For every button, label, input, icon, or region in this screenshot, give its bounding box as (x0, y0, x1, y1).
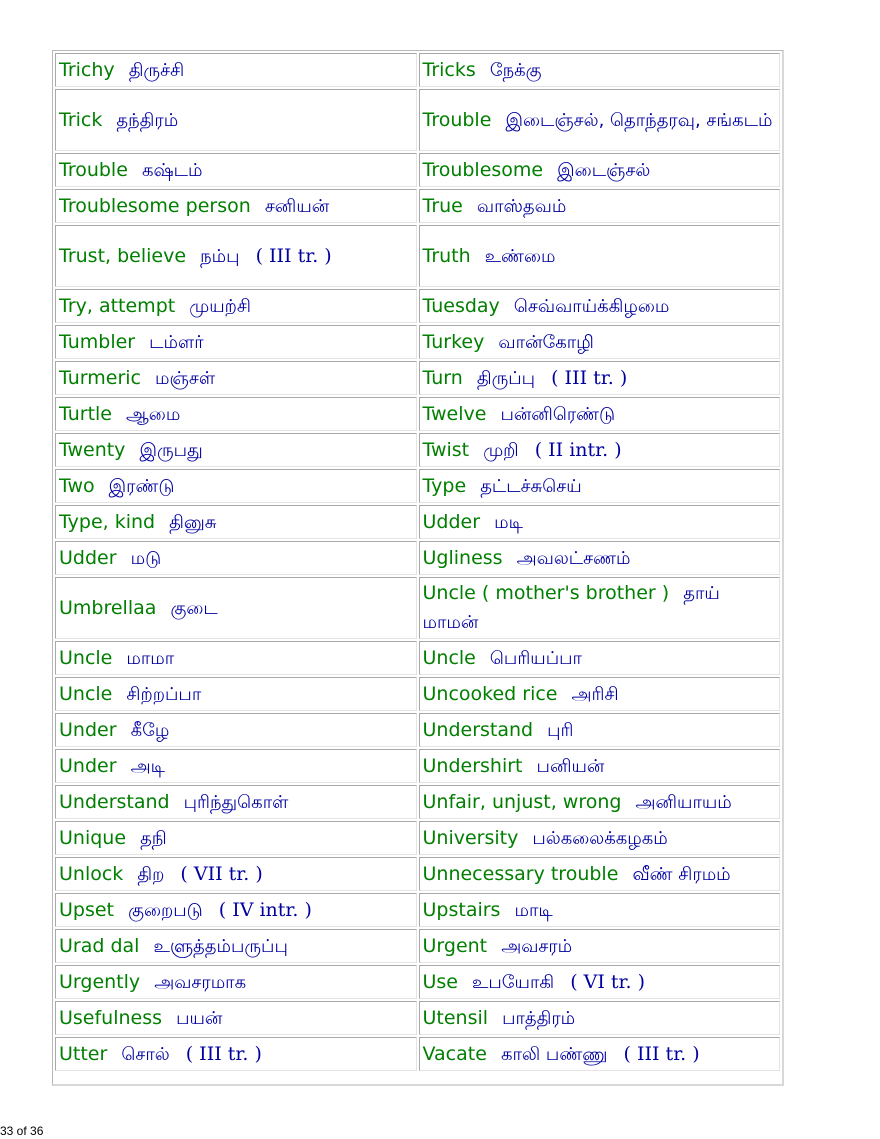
table-cell (55, 641, 417, 675)
table-cell (55, 505, 417, 539)
table-row (55, 893, 780, 927)
tamil-translation: புரி (547, 719, 574, 741)
tamil-translation: அடி (130, 755, 165, 777)
entry-text (59, 242, 410, 271)
entry-text (423, 680, 774, 709)
english-word: Trick (59, 108, 103, 131)
english-word: Unlock (59, 862, 124, 885)
entry-text (59, 508, 410, 537)
table-cell (55, 821, 417, 855)
english-word: Uncle ( mother's brother ) (422, 582, 670, 604)
english-word: Twist (422, 438, 470, 461)
entry-text (423, 292, 774, 321)
table-row (55, 53, 780, 87)
table-row (55, 189, 780, 223)
entry-text (423, 328, 774, 357)
entry-text (59, 680, 410, 709)
tamil-translation: அவலட்சணம் (516, 547, 631, 569)
entry-text (59, 56, 410, 85)
entry-text (423, 106, 774, 135)
english-word: Type (422, 474, 467, 497)
english-word: Uncle (59, 646, 113, 669)
tamil-translation: தநி (140, 827, 167, 849)
english-word: Truth (422, 244, 471, 267)
entry-text (423, 860, 774, 889)
tamil-translation: சனியன் (264, 195, 330, 217)
tamil-translation: பனியன் (536, 755, 605, 777)
tamil-translation: மடி (494, 511, 523, 533)
table-row (55, 749, 780, 783)
entry-text (59, 156, 410, 185)
tamil-translation: தட்டச்சுசெய் (480, 475, 582, 497)
tamil-translation: புரிந்துகொள் (183, 791, 289, 813)
entry-text (423, 242, 774, 271)
table-cell (419, 469, 781, 503)
tamil-translation: திருப்பு (476, 367, 536, 389)
tamil-translation: மாடி (514, 899, 553, 921)
table-cell (419, 153, 781, 187)
table-cell (55, 713, 417, 747)
tamil-translation: காலி பண்ணு (500, 1043, 608, 1065)
table-row (55, 857, 780, 891)
tamil-translation: இருபது (139, 439, 203, 461)
tamil-translation: தந்திரம் (116, 109, 179, 131)
table-cell (55, 469, 417, 503)
table-cell (55, 189, 417, 223)
entry-text (423, 1040, 774, 1069)
entry-text (423, 364, 774, 393)
tamil-translation: நம்பு (200, 245, 240, 267)
tamil-translation: குடை (170, 597, 218, 619)
tamil-translation: ஆமை (126, 403, 181, 425)
tamil-translation: பல்கலைக்கழகம் (532, 827, 668, 849)
table-row (55, 677, 780, 711)
english-word: Troublesome (422, 158, 544, 181)
table-cell (55, 577, 417, 639)
table-cell (419, 857, 781, 891)
table-row (55, 929, 780, 963)
entry-text (59, 106, 410, 135)
table-cell (419, 893, 781, 927)
verb-class-note: ( IV intr. ) (218, 898, 312, 921)
table-cell (419, 1001, 781, 1035)
entry-text (423, 436, 774, 465)
table-cell (419, 821, 781, 855)
english-word: Usefulness (59, 1006, 163, 1029)
entry-text (423, 968, 774, 997)
entry-text (59, 896, 410, 925)
english-word: Uncle (59, 682, 113, 705)
english-word: Unnecessary trouble (422, 862, 619, 885)
entry-text (423, 579, 774, 637)
english-word: Understand (422, 718, 534, 741)
entry-text (59, 716, 410, 745)
table-cell (419, 749, 781, 783)
tamil-translation: அவசரம் (501, 935, 573, 957)
english-word: Urad dal (59, 934, 140, 957)
table-cell (55, 1037, 417, 1071)
table-cell (55, 965, 417, 999)
table-cell (55, 677, 417, 711)
table-row (55, 433, 780, 467)
english-word: Utensil (422, 1006, 489, 1029)
tamil-translation: பெரியப்பா (489, 647, 582, 669)
tamil-translation: வீண் சிரமம் (632, 863, 731, 885)
entry-text (423, 192, 774, 221)
entry-text (59, 752, 410, 781)
entry-text (59, 1040, 410, 1069)
table-cell (419, 1037, 781, 1071)
tamil-translation: அவசரமாக (154, 971, 247, 993)
table-cell (419, 433, 781, 467)
entry-text (59, 644, 410, 673)
tamil-translation: முறி (483, 439, 519, 461)
table-cell (55, 433, 417, 467)
tamil-translation: வாஸ்தவம் (476, 195, 567, 217)
entry-text (423, 752, 774, 781)
verb-class-note: ( VII tr. ) (180, 862, 263, 885)
entry-text (423, 400, 774, 429)
english-word: Twelve (422, 402, 487, 425)
table-cell (419, 541, 781, 575)
table-row (55, 397, 780, 431)
entry-text (59, 436, 410, 465)
tamil-translation: உண்மை (484, 245, 556, 267)
table-row (55, 577, 780, 639)
table-row (55, 641, 780, 675)
table-cell (419, 361, 781, 395)
entry-text (423, 896, 774, 925)
table-cell (419, 289, 781, 323)
table-cell (419, 713, 781, 747)
english-word: Tricks (422, 58, 476, 81)
tamil-translation: குறைபடு (128, 899, 203, 921)
entry-text (423, 544, 774, 573)
tamil-translation: பாத்திரம் (502, 1007, 576, 1029)
english-word: Trust, believe (59, 244, 187, 267)
entry-text (59, 824, 410, 853)
entry-text (59, 328, 410, 357)
english-word: Understand (59, 790, 170, 813)
english-word: Udder (59, 546, 117, 569)
table-row (55, 785, 780, 819)
english-word: Tuesday (422, 294, 500, 317)
table-row (55, 225, 780, 287)
tamil-translation: இடைஞ்சல் (557, 159, 651, 181)
table-row (55, 821, 780, 855)
entry-text (423, 824, 774, 853)
tamil-translation: தினுசு (169, 511, 217, 533)
english-word: Ugliness (422, 546, 503, 569)
table-row (55, 153, 780, 187)
english-word: Trichy (59, 58, 115, 81)
table-row (55, 469, 780, 503)
verb-class-note: ( III tr. ) (255, 244, 332, 267)
tamil-translation: சிற்றப்பா (126, 683, 202, 705)
english-word: True (422, 194, 463, 217)
english-word: Utter (59, 1042, 108, 1065)
entry-text (59, 400, 410, 429)
table-row (55, 325, 780, 359)
entry-text (59, 364, 410, 393)
table-cell (55, 289, 417, 323)
table-cell (55, 749, 417, 783)
tamil-translation: திற (137, 863, 165, 885)
english-word: Urgently (59, 970, 141, 993)
english-word: Trouble (422, 108, 492, 131)
english-word: Turn (422, 366, 463, 389)
tamil-translation: உளுத்தம்பருப்பு (153, 935, 288, 957)
english-word: Upstairs (422, 898, 501, 921)
table-row (55, 289, 780, 323)
verb-class-note: ( VI tr. ) (570, 970, 646, 993)
english-word: Upset (59, 898, 115, 921)
entry-text (423, 472, 774, 501)
page-number: 33 of 36 (0, 1124, 44, 1138)
tamil-translation: திருச்சி (128, 59, 185, 81)
tamil-translation: இடைஞ்சல், தொந்தரவு, சங்கடம் (505, 109, 773, 131)
entry-text (59, 932, 410, 961)
english-word: Try, attempt (59, 294, 176, 317)
table-cell (419, 785, 781, 819)
english-word: Under (59, 754, 117, 777)
entry-text (59, 968, 410, 997)
table-cell (55, 857, 417, 891)
table-row (55, 1037, 780, 1071)
table-row (55, 965, 780, 999)
table-row (55, 1001, 780, 1035)
english-word: Unique (59, 826, 127, 849)
english-word: Urgent (422, 934, 488, 957)
entry-text (59, 292, 410, 321)
table-row (55, 541, 780, 575)
entry-text (423, 56, 774, 85)
table-cell (55, 153, 417, 187)
english-word: Under (59, 718, 117, 741)
tamil-translation: பன்னிரெண்டு (500, 403, 616, 425)
table-cell (55, 53, 417, 87)
tamil-translation: கீழே (130, 719, 170, 741)
english-word: University (422, 826, 519, 849)
tamil-translation: உபயோகி (472, 971, 555, 993)
english-word: Two (59, 474, 95, 497)
table-cell (55, 225, 417, 287)
tamil-translation: தாய் மாமன் (422, 583, 720, 633)
english-word: Tumbler (59, 330, 136, 353)
tamil-translation: அரிசி (571, 683, 619, 705)
english-word: Trouble (59, 158, 128, 181)
table-row (55, 89, 780, 151)
dictionary-table (52, 50, 784, 1086)
table-cell (419, 965, 781, 999)
table-row (55, 361, 780, 395)
tamil-translation: செவ்வாய்க்கிழமை (513, 295, 670, 317)
entry-text (423, 508, 774, 537)
entry-text (423, 788, 774, 817)
table-cell (55, 89, 417, 151)
verb-class-note: ( III tr. ) (185, 1042, 262, 1065)
table-cell (55, 325, 417, 359)
table-cell (419, 325, 781, 359)
table-cell (419, 53, 781, 87)
english-word: Turkey (422, 330, 485, 353)
english-word: Uncle (422, 646, 476, 669)
table-cell (419, 677, 781, 711)
english-word: Undershirt (422, 754, 523, 777)
english-word: Type, kind (59, 510, 156, 533)
english-word: Troublesome person (59, 194, 251, 217)
tamil-translation: மஞ்சள் (155, 367, 216, 389)
table-cell (419, 225, 781, 287)
table-cell (419, 577, 781, 639)
table-cell (419, 89, 781, 151)
table-cell (419, 929, 781, 963)
entry-text (59, 1004, 410, 1033)
tamil-translation: டம்ளர் (149, 331, 204, 353)
english-word: Use (422, 970, 458, 993)
english-word: Vacate (422, 1042, 487, 1065)
entry-text (59, 788, 410, 817)
tamil-translation: சொல் (121, 1043, 170, 1065)
english-word: Udder (422, 510, 481, 533)
english-word: Uncooked rice (422, 682, 558, 705)
table-cell (55, 893, 417, 927)
english-word: Turmeric (59, 366, 141, 389)
entry-text (423, 156, 774, 185)
table-cell (419, 397, 781, 431)
table-row (55, 713, 780, 747)
table-cell (55, 541, 417, 575)
tamil-translation: அனியாயம் (635, 791, 732, 813)
entry-text (423, 644, 774, 673)
tamil-translation: பயன் (176, 1007, 223, 1029)
english-word: Twenty (59, 438, 126, 461)
tamil-translation: வான்கோழி (498, 331, 594, 353)
tamil-translation: இரண்டு (108, 475, 175, 497)
table-cell (55, 361, 417, 395)
entry-text (59, 594, 410, 623)
verb-class-note: ( II intr. ) (534, 438, 622, 461)
entry-text (423, 1004, 774, 1033)
english-word: Turtle (59, 402, 112, 425)
tamil-translation: மாமா (126, 647, 175, 669)
english-word: Umbrellaa (59, 596, 157, 619)
entry-text (423, 716, 774, 745)
table-cell (55, 397, 417, 431)
verb-class-note: ( III tr. ) (551, 366, 628, 389)
entry-text (423, 932, 774, 961)
entry-text (59, 544, 410, 573)
entry-text (59, 192, 410, 221)
table-cell (419, 505, 781, 539)
table-row (55, 505, 780, 539)
entry-text (59, 472, 410, 501)
table-cell (419, 189, 781, 223)
tamil-translation: மடு (130, 547, 162, 569)
tamil-translation: நேக்கு (489, 59, 542, 81)
tamil-translation: முயற்சி (189, 295, 252, 317)
verb-class-note: ( III tr. ) (623, 1042, 700, 1065)
table-cell (55, 929, 417, 963)
tamil-translation: கஷ்டம் (141, 159, 203, 181)
entry-text (59, 860, 410, 889)
table-cell (55, 1001, 417, 1035)
table-cell (419, 641, 781, 675)
table-cell (55, 785, 417, 819)
english-word: Unfair, unjust, wrong (422, 790, 622, 813)
